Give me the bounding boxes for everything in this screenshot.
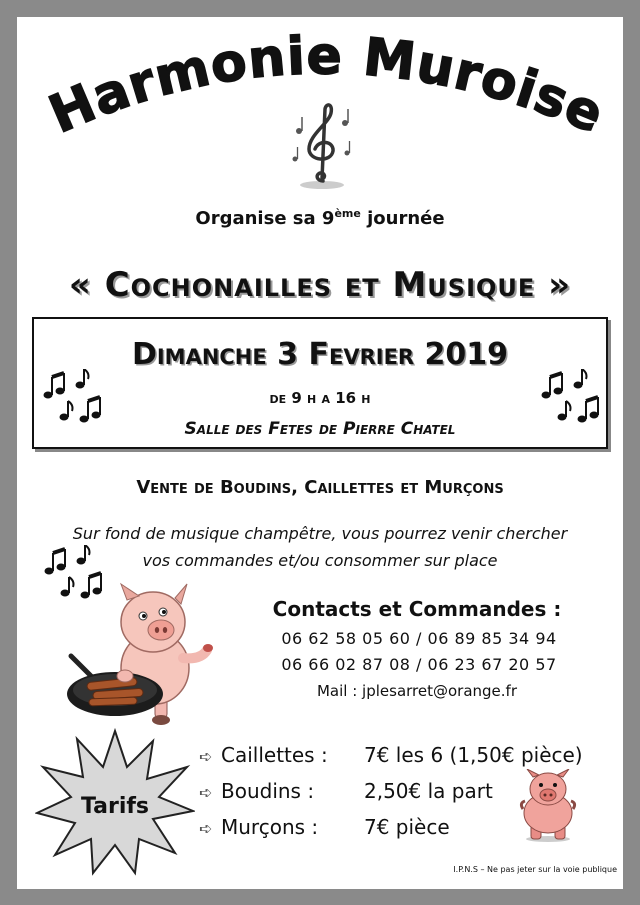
subtitle-superscript: ème — [334, 207, 361, 220]
description-line: vos commandes et/ou consommer sur place — [142, 551, 498, 570]
sale-description — [17, 520, 623, 574]
event-hours: de 9 h a 16 h — [269, 389, 371, 407]
price-item-name: Murçons : — [221, 815, 319, 839]
event-title: « Cochonailles et Musique » — [68, 265, 572, 305]
pig-illustration — [517, 769, 579, 843]
contacts-title: Contacts et Commandes : — [272, 597, 562, 621]
music-notes-icon — [42, 369, 104, 425]
arrow-right-icon: ➪ — [199, 747, 213, 766]
price-item-name: Boudins : — [221, 779, 315, 803]
subtitle-prefix: Organise sa 9 — [195, 208, 335, 229]
pig-cooking-illustration — [63, 582, 213, 727]
price-row — [199, 743, 619, 771]
price-item-value: 2,50€ la part — [364, 779, 493, 803]
phone-numbers: 06 62 58 05 60 / 06 89 85 34 94 — [281, 629, 557, 648]
subtitle-suffix: journée — [360, 208, 445, 229]
footer-notice: I.P.N.S – Ne pas jeter sur la voie publique — [453, 865, 617, 874]
description-line: Sur fond de musique champêtre, vous pourrez venir chercher — [72, 524, 568, 543]
event-venue: Salle des Fetes de Pierre Chatel — [184, 419, 456, 439]
subtitle — [17, 207, 623, 229]
flyer-page — [17, 17, 623, 889]
email-contact: Mail : jplesarret@orange.fr — [316, 682, 517, 700]
price-item-name: Caillettes : — [221, 743, 328, 767]
arrow-right-icon: ➪ — [199, 819, 213, 838]
date-box — [32, 317, 608, 449]
title-text: Harmonie Muroise — [40, 26, 613, 146]
price-item-value: 7€ les 6 (1,50€ pièce) — [364, 743, 583, 767]
starburst-badge — [35, 727, 195, 877]
phone-numbers: 06 66 02 87 08 / 06 23 67 20 57 — [281, 655, 557, 674]
tarifs-label: Tarifs — [80, 794, 150, 819]
arrow-right-icon: ➪ — [199, 783, 213, 802]
price-item-value: 7€ pièce — [364, 815, 450, 839]
music-notes-icon — [540, 369, 602, 425]
event-date: Dimanche 3 Fevrier 2019 — [131, 337, 509, 372]
treble-clef-icon — [287, 101, 357, 193]
sale-title: Vente de Boudins, Caillettes et Murçons — [136, 477, 504, 498]
